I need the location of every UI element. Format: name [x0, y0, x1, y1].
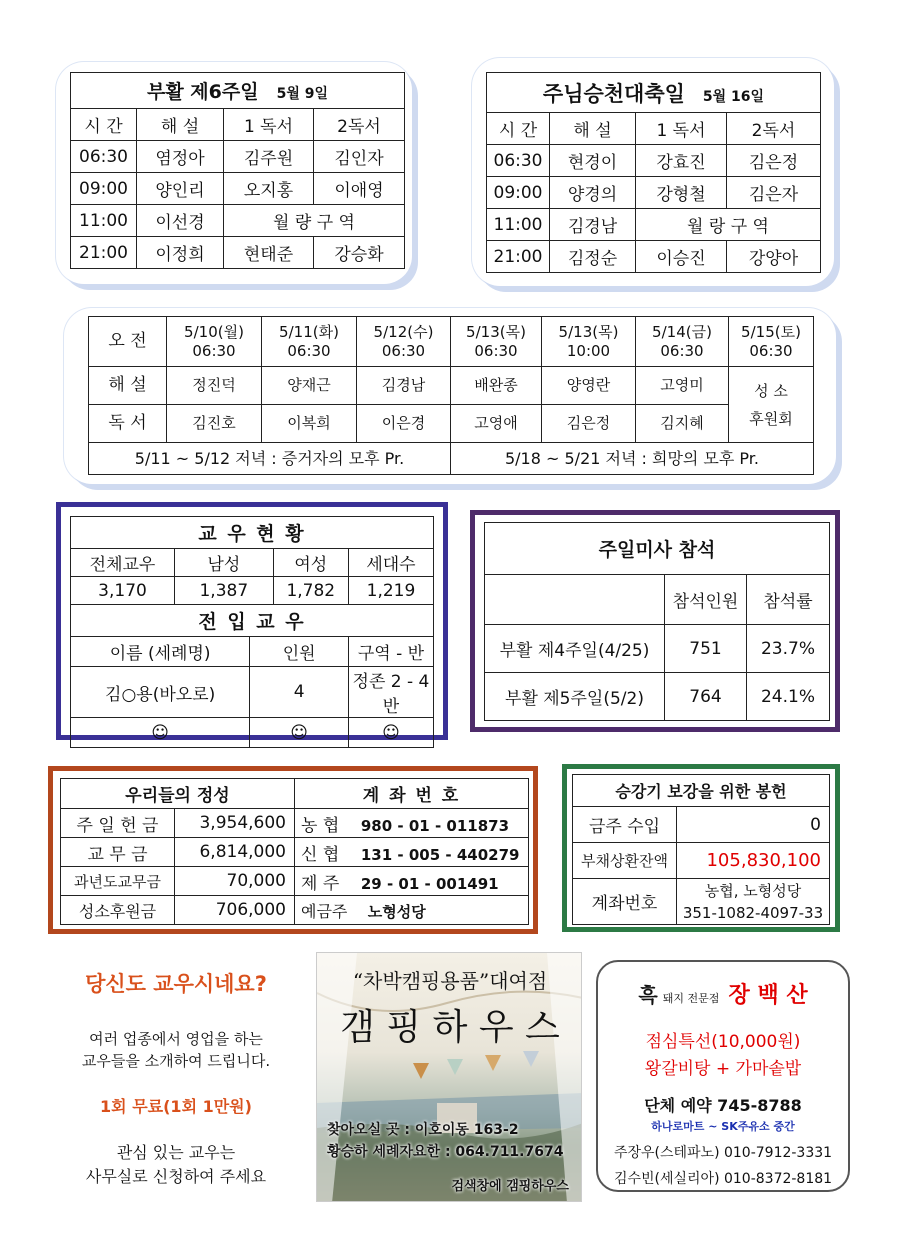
table-row	[71, 205, 405, 237]
new-header: 구역 - 반	[348, 637, 433, 667]
fund-label: 부채상환잔액	[573, 843, 677, 879]
header-time: 시 간	[71, 109, 137, 141]
camping-search: 검색창에 갬핑하우스	[451, 1179, 569, 1194]
stat-value: 1,219	[348, 577, 433, 605]
prayer-note-right: 5/18 ~ 5/21 저녁 : 희망의 모후 Pr.	[451, 443, 814, 475]
attendance-table	[484, 522, 830, 721]
name-cell: 이선경	[137, 205, 224, 237]
fund-income: 0	[677, 807, 830, 843]
table-row	[485, 673, 830, 721]
attendance-header: 참석률	[747, 575, 830, 625]
name-cell: 강형철	[636, 177, 727, 209]
ad-camping	[316, 952, 582, 1202]
new-parishioners-title: 전 입 교 우	[71, 605, 434, 637]
new-header: 이름 (세례명)	[71, 637, 250, 667]
ad-intro-line: 교우들을 소개하여 드립니다.	[81, 1052, 271, 1070]
name-cell: 김은정	[542, 405, 636, 443]
name-cell: 김경남	[550, 209, 636, 241]
attendance-rate: 24.1%	[747, 673, 830, 721]
name-cell: 양경의	[550, 177, 636, 209]
attendance-rate: 23.7%	[747, 625, 830, 673]
offering-label: 과년도교무금	[61, 867, 175, 896]
ad-intro-line: 사무실로 신청하여 주세요	[85, 1167, 267, 1186]
stat-value: 1,782	[273, 577, 348, 605]
name-cell: 이승진	[636, 241, 727, 273]
offering-amount: 70,000	[175, 867, 295, 896]
table-row	[487, 241, 821, 273]
name-cell: 김주원	[224, 141, 314, 173]
name-cell: 이애영	[314, 173, 405, 205]
time-cell: 09:00	[487, 177, 550, 209]
name-cell: 고영미	[636, 367, 729, 405]
name-cell: 강효진	[636, 145, 727, 177]
smile-icon: ☺	[71, 718, 250, 748]
offering-amount: 3,954,600	[175, 809, 295, 838]
time-cell: 06:30	[487, 145, 550, 177]
saturday-group: 성 소 후원회	[729, 367, 814, 443]
header-time: 시 간	[487, 113, 550, 145]
label-morning: 오 전	[89, 317, 167, 367]
name-cell: 이은경	[357, 405, 451, 443]
ad-intro-title: 당신도 교우시네요?	[85, 972, 267, 996]
name-cell: 강승화	[314, 237, 405, 269]
attendance-count: 751	[665, 625, 747, 673]
restaurant-location: 하나로마트 ~ SK주유소 중간	[651, 1120, 795, 1133]
time-cell: 11:00	[71, 205, 137, 237]
account-line: 신 협 131 - 005 - 440279	[295, 838, 529, 867]
table-row	[487, 145, 821, 177]
table-row	[71, 141, 405, 173]
account-line: 제 주 29 - 01 - 001491	[295, 867, 529, 896]
restaurant-brand-big: 흑	[638, 983, 658, 1007]
camping-subtitle: “차박캠핑용품”대여점	[352, 969, 548, 993]
table-row	[487, 209, 821, 241]
stat-header: 남성	[175, 549, 274, 577]
day-header: 5/15(토) 06:30	[729, 317, 814, 367]
name-cell: 김은정	[727, 145, 821, 177]
attendance-label: 부활 제5주일(5/2)	[485, 673, 665, 721]
ad-restaurant	[596, 960, 850, 1192]
attendance-blank	[485, 575, 665, 625]
restaurant-menu: 왕갈비탕 + 가마솥밥	[644, 1059, 802, 1079]
restaurant-contact: 김수빈(세실리아) 010-8372-8181	[613, 1171, 833, 1187]
ad-intro-line: 관심 있는 교우는	[116, 1143, 236, 1162]
new-header: 인원	[250, 637, 349, 667]
merged-cell: 월 랑 구 역	[636, 209, 821, 241]
attendance-count: 764	[665, 673, 747, 721]
ascension-title: 주님승천대축일 5월 16일	[487, 73, 821, 113]
name-cell: 현경이	[550, 145, 636, 177]
restaurant-header	[598, 978, 848, 1009]
day-header: 5/13(목) 06:30	[451, 317, 542, 367]
name-cell: 강양아	[727, 241, 821, 273]
header-reading2: 2독서	[314, 109, 405, 141]
offering-label: 주 일 헌 금	[61, 809, 175, 838]
account-line: 예금주 노형성당	[295, 896, 529, 925]
fund-title: 승강기 보강을 위한 봉헌	[573, 775, 830, 807]
stat-header: 세대수	[348, 549, 433, 577]
merged-cell: 월 량 구 역	[224, 205, 405, 237]
sunday6-title: 부활 제6주일 5월 9일	[71, 73, 405, 109]
day-header: 5/14(금) 06:30	[636, 317, 729, 367]
table-row	[71, 237, 405, 269]
smile-icon: ☺	[348, 718, 433, 748]
day-header: 5/10(월) 06:30	[167, 317, 262, 367]
attendance-header: 참석인원	[665, 575, 747, 625]
parishioners-table	[70, 516, 434, 748]
restaurant-menu: 점심특선(10,000원)	[645, 1032, 801, 1052]
offering-amount: 6,814,000	[175, 838, 295, 867]
camping-owner: 황승하 세례자요한 : 064.711.7674	[327, 1144, 564, 1160]
stat-value: 1,387	[175, 577, 274, 605]
camping-name: 갬 핑 하 우 스	[340, 1007, 560, 1048]
fund-label: 금주 수입	[573, 807, 677, 843]
table-row	[487, 177, 821, 209]
parishioners-title: 교 우 현 황	[71, 517, 434, 549]
restaurant-name: 장 백 산	[728, 983, 808, 1008]
name-cell: 이정희	[137, 237, 224, 269]
name-cell: 염정아	[137, 141, 224, 173]
stat-value: 3,170	[71, 577, 175, 605]
name-cell: 김인자	[314, 141, 405, 173]
header-commentary: 해 설	[137, 109, 224, 141]
weekday-table	[88, 316, 814, 475]
time-cell: 09:00	[71, 173, 137, 205]
time-cell: 21:00	[487, 241, 550, 273]
name-cell: 배완종	[451, 367, 542, 405]
stat-header: 여성	[273, 549, 348, 577]
time-cell: 11:00	[487, 209, 550, 241]
attendance-label: 부활 제4주일(4/25)	[485, 625, 665, 673]
offerings-table	[60, 778, 529, 925]
day-header: 5/12(수) 06:30	[357, 317, 451, 367]
ad-intro-price: 1회 무료(1회 1만원)	[100, 1097, 252, 1116]
prayer-note-left: 5/11 ~ 5/12 저녁 : 증거자의 모후 Pr.	[89, 443, 451, 475]
offerings-title: 우리들의 정성	[61, 779, 295, 809]
name-cell: 양재근	[262, 367, 357, 405]
table-row	[485, 625, 830, 673]
label-reading: 독 서	[89, 405, 167, 443]
name-cell: 김은자	[727, 177, 821, 209]
camping-address: 찾아오실 곳 : 이호이동 163-2	[327, 1122, 519, 1138]
smile-icon: ☺	[250, 718, 349, 748]
account-line: 농 협 980 - 01 - 011873	[295, 809, 529, 838]
restaurant-contact: 주장우(스테파노) 010-7912-3331	[613, 1145, 833, 1161]
attendance-title: 주일미사 참석	[485, 523, 830, 575]
new-count: 4	[250, 667, 349, 718]
header-reading1: 1 독서	[636, 113, 727, 145]
offering-label: 성소후원금	[61, 896, 175, 925]
name-cell: 김진호	[167, 405, 262, 443]
name-cell: 김정순	[550, 241, 636, 273]
name-cell: 현태준	[224, 237, 314, 269]
fund-account-label: 계좌번호	[573, 879, 677, 925]
header-reading1: 1 독서	[224, 109, 314, 141]
name-cell: 고영애	[451, 405, 542, 443]
ad-intro-line: 여러 업종에서 영업을 하는	[89, 1030, 263, 1048]
fund-account: 농협, 노형성당 351-1082-4097-33	[677, 879, 830, 925]
offering-amount: 706,000	[175, 896, 295, 925]
stat-header: 전체교우	[71, 549, 175, 577]
header-commentary: 해 설	[550, 113, 636, 145]
time-cell: 06:30	[71, 141, 137, 173]
name-cell: 김경남	[357, 367, 451, 405]
name-cell: 정진덕	[167, 367, 262, 405]
restaurant-reservation: 단체 예약 745-8788	[644, 1096, 802, 1115]
table-row	[71, 173, 405, 205]
time-cell: 21:00	[71, 237, 137, 269]
accounts-title: 계 좌 번 호	[295, 779, 529, 809]
name-cell: 이복희	[262, 405, 357, 443]
ad-intro	[50, 968, 302, 1189]
ascension-table	[486, 72, 821, 273]
new-name: 김○용(바오로)	[71, 667, 250, 718]
name-cell: 김지혜	[636, 405, 729, 443]
fund-debt-balance: 105,830,100	[677, 843, 830, 879]
restaurant-brand-small: 돼지 전문점	[662, 992, 720, 1005]
day-header: 5/13(목) 10:00	[542, 317, 636, 367]
name-cell: 양인리	[137, 173, 224, 205]
label-commentary: 해 설	[89, 367, 167, 405]
sunday6-table	[70, 72, 405, 269]
offering-label: 교 무 금	[61, 838, 175, 867]
day-header: 5/11(화) 06:30	[262, 317, 357, 367]
name-cell: 오지홍	[224, 173, 314, 205]
name-cell: 양영란	[542, 367, 636, 405]
fund-table	[572, 774, 830, 925]
header-reading2: 2독서	[727, 113, 821, 145]
new-district: 정존 2 - 4반	[348, 667, 433, 718]
